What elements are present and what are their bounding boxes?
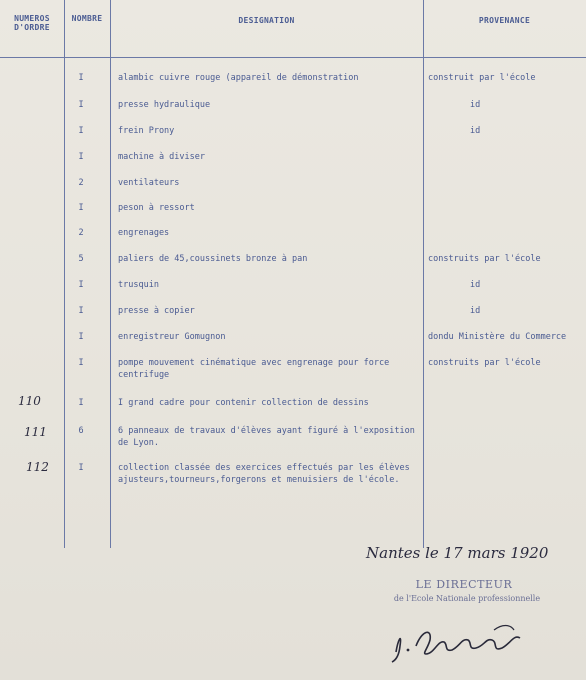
- row-designation: I grand cadre pour contenir collection de dessins: [118, 398, 369, 408]
- header-rule: [0, 57, 586, 58]
- row-designation: enregistreur Gomugnon: [118, 332, 226, 342]
- row-qty: I: [78, 203, 84, 213]
- header-numero: NUMEROS D'ORDRE: [14, 14, 50, 32]
- row-provenance: construits par l'école: [428, 358, 541, 368]
- row-number-handwritten: 112: [26, 460, 49, 474]
- row-number-handwritten: 110: [18, 394, 41, 408]
- row-qty: I: [78, 126, 84, 136]
- row-designation: pompe mouvement cinématique avec engrenage pour force centrifuge: [118, 358, 390, 380]
- row-designation: ventilateurs: [118, 178, 180, 188]
- row-qty: I: [78, 73, 84, 83]
- row-designation: presse à copier: [118, 306, 195, 316]
- row-designation: alambic cuivre rouge (appareil de démonstration: [118, 73, 359, 83]
- row-designation: frein Prony: [118, 126, 175, 136]
- row-provenance: id: [470, 126, 481, 136]
- row-provenance: id: [470, 306, 481, 316]
- row-designation: peson à ressort: [118, 203, 195, 213]
- column-divider: [110, 0, 111, 548]
- row-qty: 6: [78, 426, 84, 436]
- row-qty: I: [78, 306, 84, 316]
- row-qty: 2: [78, 228, 84, 238]
- column-divider: [64, 0, 65, 548]
- row-designation: machine à diviser: [118, 152, 205, 162]
- header-provenance: PROVENANCE: [478, 16, 531, 25]
- row-qty: I: [78, 463, 84, 473]
- header-nombre: NOMBRE: [71, 14, 103, 23]
- row-qty: I: [78, 152, 84, 162]
- row-designation: 6 panneaux de travaux d'élèves ayant figuré à l'exposition de Lyon.: [118, 426, 415, 448]
- row-qty: I: [78, 100, 84, 110]
- row-qty: 5: [78, 254, 84, 264]
- row-provenance: construit par l'école: [428, 73, 536, 83]
- row-designation: paliers de 45,coussinets bronze à pan: [118, 254, 308, 264]
- row-number-handwritten: 111: [24, 425, 47, 439]
- row-designation: trusquin: [118, 280, 159, 290]
- header-designation: DESIGNATION: [238, 16, 295, 25]
- row-provenance: construits par l'école: [428, 254, 541, 264]
- row-provenance: id: [470, 100, 481, 110]
- row-designation: engrenages: [118, 228, 170, 238]
- stamp-subtitle: de l'Ecole Nationale professionnelle: [393, 594, 541, 603]
- row-designation: collection classée des exercices effectués par les élèves ajusteurs,tourneurs,forgerons et menuisiers de l'école.: [118, 463, 410, 485]
- row-provenance: id: [470, 280, 481, 290]
- row-qty: 2: [78, 178, 84, 188]
- row-qty: I: [78, 398, 84, 408]
- row-provenance: dondu Ministère du Commerce: [428, 332, 567, 342]
- row-qty: I: [78, 332, 84, 342]
- stamp-title: LE DIRECTEUR: [415, 578, 513, 591]
- row-qty: I: [78, 358, 84, 368]
- place-date: Nantes le 17 mars 1920: [366, 544, 549, 562]
- signature: [382, 610, 542, 670]
- row-qty: I: [78, 280, 84, 290]
- column-divider: [423, 0, 424, 548]
- row-designation: presse hydraulique: [118, 100, 211, 110]
